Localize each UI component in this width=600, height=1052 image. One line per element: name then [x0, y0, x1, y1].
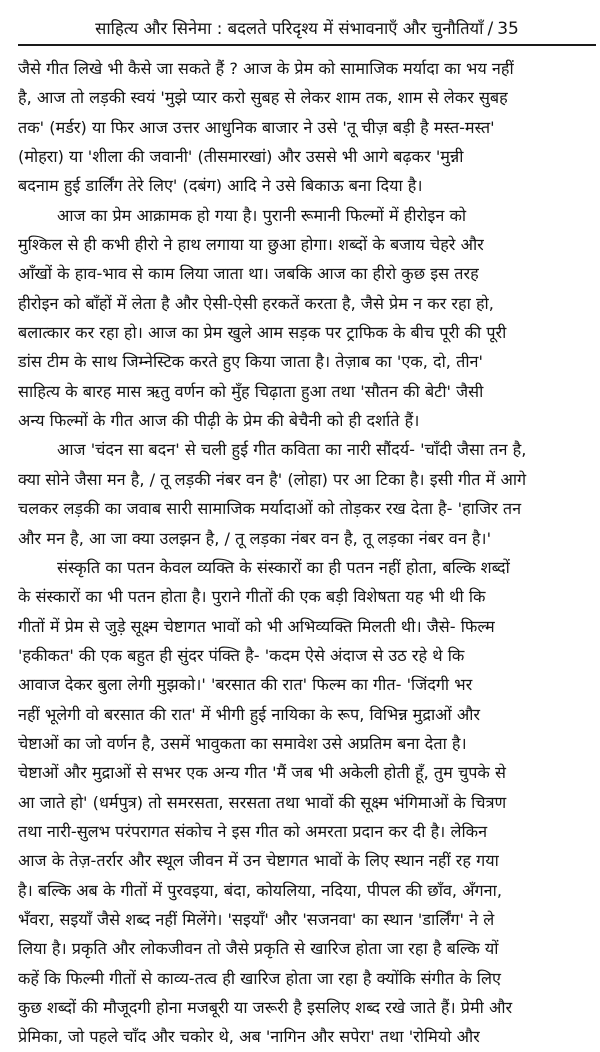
text-line: साहित्य के बारह मास ऋतु वर्णन को मुँह चिढ़ाता हुआ तथा 'सौतन की बेटी' जैसी	[18, 381, 484, 401]
paragraph-start-line: आज 'चंदन सा बदन' से चली हुई गीत कविता का नारी सौंदर्य- 'चाँदी जैसा तन है,	[57, 440, 527, 460]
text-line: जैसे गीत लिखे भी कैसे जा सकते हैं ? आज के प्रेम को सामाजिक मर्यादा का भय नहीं	[18, 59, 514, 78]
text-line: चेष्टाओं का जो वर्णन है, उसमें भावुकता का समावेश उसे अप्रतिम बना देता है।	[18, 733, 467, 753]
text-line: अन्य फिल्मों के गीत आज की पीढ़ी के प्रेम की बेचैनी को ही दर्शाते हैं।	[18, 411, 420, 431]
text-line: आ जाते हो' (धर्मपुत्र) तो समरसता, सरसता तथा भावों की सूक्ष्म भंगिमाओं के चित्रण	[18, 792, 507, 812]
text-line: चलकर लड़की का जवाब सारी सामाजिक मर्यादाओं को तोड़कर रख देता है- 'हाजिर तन	[18, 499, 522, 519]
text-line: नहीं भूलेगी वो बरसात की रात' में भीगी हुई नायिका के रूप, विभिन्न मुद्राओं और	[18, 704, 481, 724]
text-line: तक' (मर्डर) या फिर आज उत्तर आधुनिक बाजार ने उसे 'तू चीज़ बड़ी है मस्त-मस्त'	[18, 117, 495, 137]
text-line: लिया है। प्रकृति और लोकजीवन तो जैसे प्रकृति से खारिज होता जा रहा है बल्कि यों	[18, 939, 499, 959]
text-line: (मोहरा) या 'शीला की जवानी' (तीसमारखां) और उससे भी आगे बढ़कर 'मुन्नी	[18, 147, 464, 167]
header-separator: /	[487, 19, 494, 39]
text-line: आँखों के हाव-भाव से काम लिया जाता था। जबकि आज का हीरो कुछ इस तरह	[18, 264, 479, 284]
page-number: 35	[497, 19, 519, 39]
text-line: और मन है, आ जा क्या उलझन है, / तू लड़का नंबर वन है, तू लड़का नंबर वन है।'	[18, 528, 492, 548]
text-line: बदनाम हुई डार्लिंग तेरे लिए' (दबंग) आदि ने उसे बिकाऊ बना दिया है।	[18, 176, 423, 196]
text-line: है, आज तो लड़की स्वयं 'मुझे प्यार करो सुबह से लेकर शाम तक, शाम से लेकर सुबह	[18, 88, 508, 108]
text-line: तथा नारी-सुलभ परंपरागत संकोच ने इस गीत को अमरता प्रदान कर दी है। लेकिन	[18, 821, 488, 841]
paragraph-start-line: संस्कृति का पतन केवल व्यक्ति के संस्कारों का ही पतन नहीं होता, बल्कि शब्दों	[57, 557, 510, 577]
text-line: कहें कि फिल्मी गीतों से काव्य-तत्व ही खारिज होता जा रहा है क्योंकि संगीत के लिए	[18, 968, 501, 988]
text-line: प्रेमिका, जो पहले चाँद और चकोर थे, अब 'नागिन और सपेरा' तथा 'रोमियो और	[18, 1027, 480, 1047]
text-line: मुश्किल से ही कभी हीरो ने हाथ लगाया या छुआ होगा। शब्दों के बजाय चेहरे और	[18, 235, 484, 255]
text-line: भँवरा, सइयाँ जैसे शब्द नहीं मिलेंगे। 'सइयाँ' और 'सजनवा' का स्थान 'डार्लिंग' ने ले	[18, 909, 495, 929]
text-line: आवाज देकर बुला लेगी मुझको।' 'बरसात की रात' फिल्म का गीत- 'जिंदगी भर	[18, 675, 473, 695]
text-line: 'हकीकत' की एक बहुत ही सुंदर पंक्ति है- 'कदम ऐसे अंदाज से उठ रहे थे कि	[18, 645, 465, 665]
page-header	[18, 10, 596, 46]
text-line: गीतों में प्रेम से जुड़े सूक्ष्म चेष्टागत भावों को भी अभिव्यक्ति मिलती थी। जैसे- फिल्म	[18, 616, 495, 636]
text-line: बलात्कार कर रहा हो। आज का प्रेम खुले आम सड़क पर ट्राफिक के बीच पूरी की पूरी	[18, 323, 507, 343]
text-line: हीरोइन को बाँहों में लेता है और ऐसी-ऐसी हरकतें करता है, जैसे प्रेम न कर रहा हो,	[18, 293, 494, 313]
text-line: डांस टीम के साथ जिम्नेस्टिक करते हुए किया जाता है। तेज़ाब का 'एक, दो, तीन'	[18, 352, 483, 372]
body-text	[18, 54, 596, 1052]
running-title: साहित्य और सिनेमा : बदलते परिदृश्य में संभावनाएँ और चुनौतियाँ	[95, 19, 484, 38]
text-line: आज के तेज़-तर्रार और स्थूल जीवन में उन चेष्टागत भावों के लिए स्थान नहीं रह गया	[18, 851, 499, 871]
text-line: कुछ शब्दों की मौजूदगी होना मजबूरी या जरूरी है इसलिए शब्द रखे जाते हैं। प्रेमी और	[18, 998, 513, 1017]
text-line: चेष्टाओं और मुद्राओं से सभर एक अन्य गीत 'मैं जब भी अकेली होती हूँ, तुम चुपके से	[18, 763, 506, 783]
text-line: है। बल्कि अब के गीतों में पुरवइया, बंदा, कोयलिया, नदिया, पीपल की छाँव, अँगना,	[18, 880, 502, 900]
text-line: के संस्कारों का भी पतन होता है। पुराने गीतों की एक बड़ी विशेषता यह भी थी कि	[18, 587, 486, 607]
text-line: क्या सोने जैसा मन है, / तू लड़की नंबर वन है' (लोहा) पर आ टिका है। इसी गीत में आगे	[18, 469, 527, 489]
paragraph-start-line: आज का प्रेम आक्रामक हो गया है। पुरानी रूमानी फिल्मों में हीरोइन को	[57, 205, 467, 225]
